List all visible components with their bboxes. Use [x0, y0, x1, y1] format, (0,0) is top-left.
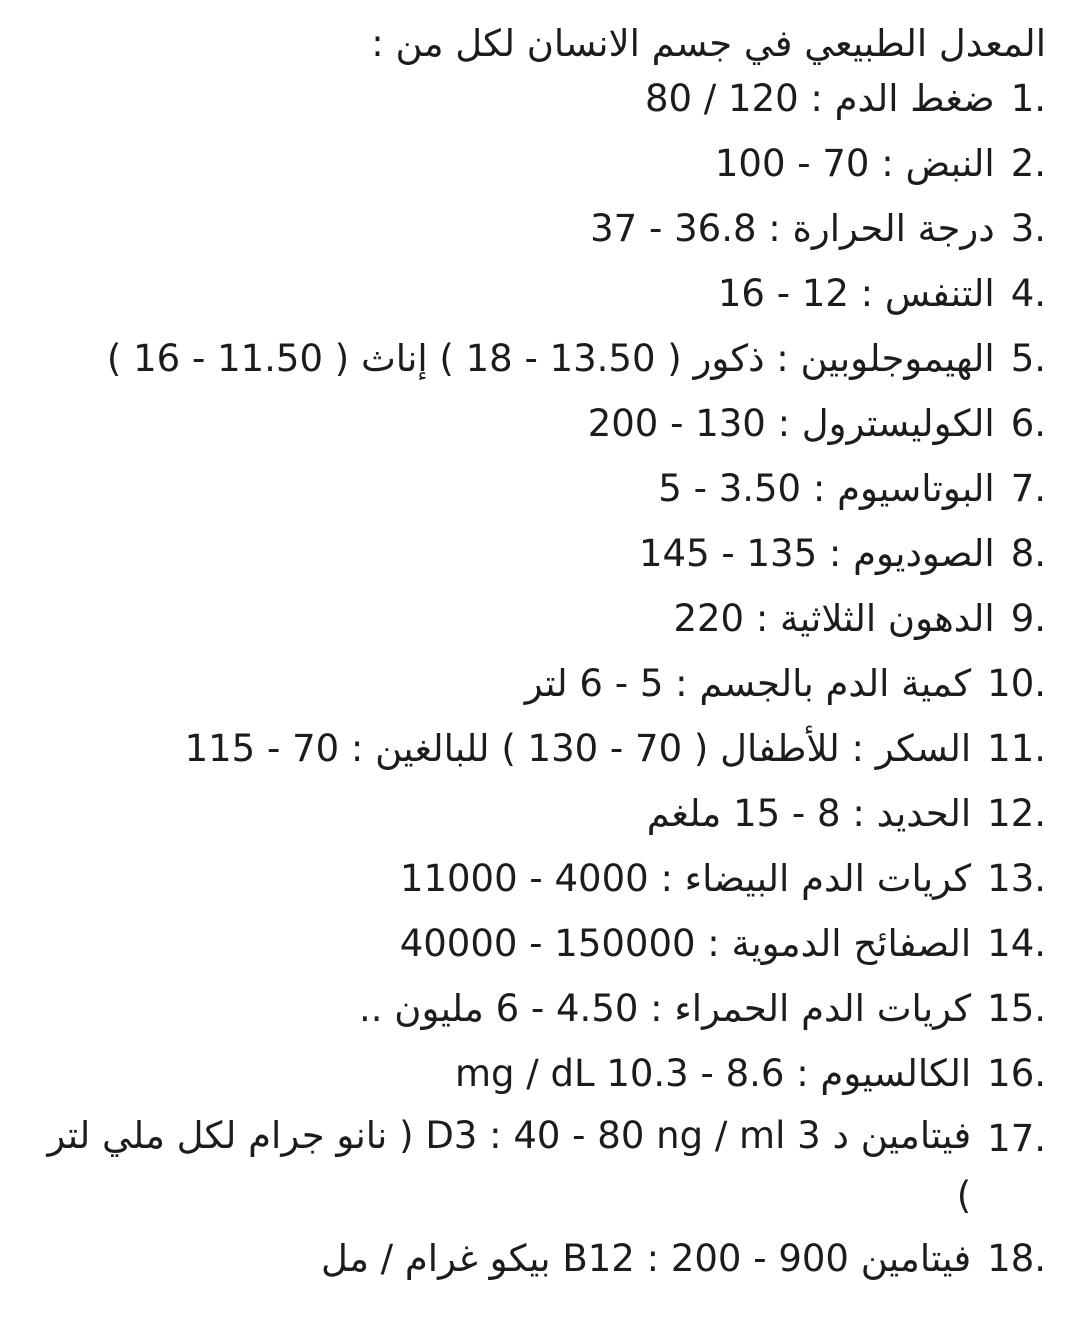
item-number: 18.	[987, 1237, 1046, 1280]
item-text: الحديد : 8 - 15 ملغم	[646, 792, 972, 835]
item-number: 11.	[987, 727, 1046, 770]
list-item-pulse	[40, 131, 1046, 196]
document-heading: المعدل الطبيعي في جسم الانسان لكل من :	[371, 22, 1046, 65]
item-number: 1.	[1010, 77, 1046, 120]
list-item-sodium	[40, 521, 1046, 586]
item-text: النبض : 70 - 100	[714, 142, 995, 185]
item-text: الكالسيوم : 8.6 - 10.3 mg / dL	[454, 1052, 972, 1095]
list-item-calcium	[40, 1041, 1046, 1106]
item-text: الكوليسترول : 130 - 200	[587, 402, 995, 445]
item-text: التنفس : 12 - 16	[717, 272, 995, 315]
item-number: 7.	[1010, 467, 1046, 510]
list-item-sugar	[40, 716, 1046, 781]
item-text: البوتاسيوم : 3.50 - 5	[658, 467, 995, 510]
item-text: الصفائح الدموية : 150000 - 40000	[399, 922, 972, 965]
item-text: كمية الدم بالجسم : 5 - 6 لتر	[524, 662, 972, 705]
item-text: كريات الدم الحمراء : 4.50 - 6 مليون ..	[359, 987, 972, 1030]
list-item-blood-pressure	[40, 66, 1046, 131]
item-number: 16.	[987, 1052, 1046, 1095]
list-item-red-blood-cells	[40, 976, 1046, 1041]
item-text: ضغط الدم : 120 / 80	[644, 77, 995, 120]
list-item-temperature	[40, 196, 1046, 261]
item-text: السكر : للأطفال ( 70 - 130 ) للبالغين : 70 - 115	[184, 727, 972, 770]
list-item-triglycerides	[40, 586, 1046, 651]
list-item-iron	[40, 781, 1046, 846]
item-text: فيتامين B12 : 200 - 900 بيكو غرام / مل	[321, 1237, 972, 1280]
item-number: 4.	[1010, 272, 1046, 315]
item-number: 13.	[987, 857, 1046, 900]
list-item-hemoglobin	[40, 326, 1046, 391]
list-item-platelets	[40, 911, 1046, 976]
list-item-vitamin-d3	[40, 1106, 1046, 1226]
item-number: 14.	[987, 922, 1046, 965]
item-number: 8.	[1010, 532, 1046, 575]
item-number: 5.	[1010, 337, 1046, 380]
item-text: درجة الحرارة : 36.8 - 37	[590, 207, 995, 250]
item-number: 3.	[1010, 207, 1046, 250]
list-item-potassium	[40, 456, 1046, 521]
list-item-white-blood-cells	[40, 846, 1046, 911]
item-number: 2.	[1010, 142, 1046, 185]
item-text: الدهون الثلاثية : 220	[673, 597, 995, 640]
list-item-vitamin-b12	[40, 1226, 1046, 1291]
item-number: 17.	[987, 1117, 1046, 1160]
normal-values-list	[40, 66, 1046, 1291]
item-text: فيتامين د 3 D3 : 40 - 80 ng / ml ( نانو جرام لكل ملي لتر )	[47, 1114, 972, 1217]
list-item-blood-volume	[40, 651, 1046, 716]
list-item-respiration	[40, 261, 1046, 326]
item-text: الصوديوم : 135 - 145	[639, 532, 995, 575]
item-number: 10.	[987, 662, 1046, 705]
item-number: 12.	[987, 792, 1046, 835]
item-text: الهيموجلوبين : ذكور ( 13.50 - 18 ) إناث ( 11.50 - 16 )	[106, 337, 995, 380]
item-number: 9.	[1010, 597, 1046, 640]
list-item-cholesterol	[40, 391, 1046, 456]
item-number: 15.	[987, 987, 1046, 1030]
item-text: كريات الدم البيضاء : 4000 - 11000	[399, 857, 972, 900]
item-number: 6.	[1010, 402, 1046, 445]
